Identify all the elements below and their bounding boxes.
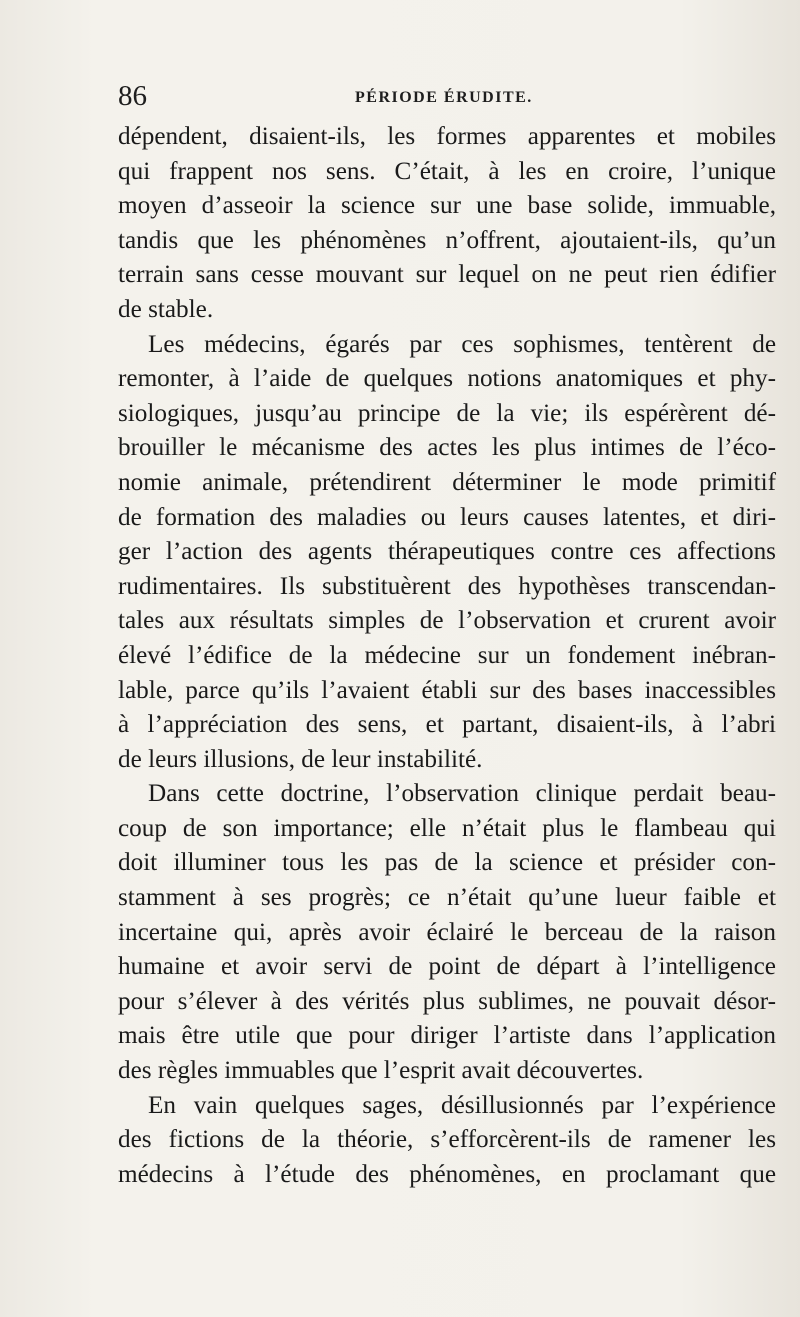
text-line: coup de son importance; elle n’était plus le flambeau qui [118, 814, 776, 842]
text-line: médecins à l’étude des phénomènes, en proclamant que [118, 1160, 776, 1188]
paragraph-3 [118, 777, 776, 1088]
text-line: à l’appréciation des sens, et partant, disaient-ils, à l’abri [118, 711, 776, 739]
text-line: remonter, à l’aide de quelques notions anatomiques et phy- [118, 365, 776, 393]
text-line: lable, parce qu’ils l’avaient établi sur des bases inaccessibles [118, 676, 776, 704]
text-line: rudimentaires. Ils substituèrent des hypothèses transcendan- [118, 572, 776, 600]
text-line: Les médecins, égarés par ces sophismes, tentèrent de [148, 330, 776, 358]
text-line: de leurs illusions, de leur instabilité. [118, 745, 483, 773]
text-line: moyen d’asseoir la science sur une base solide, immuable, [118, 192, 776, 220]
body-text [118, 120, 776, 1192]
text-line: élevé l’édifice de la médecine sur un fondement inébran- [118, 641, 776, 669]
text-line: doit illuminer tous les pas de la science et présider con- [118, 849, 776, 877]
text-line: tales aux résultats simples de l’observation et crurent avoir [118, 607, 776, 635]
text-line: de stable. [118, 295, 214, 323]
text-line: humaine et avoir servi de point de départ à l’intelligence [118, 953, 776, 981]
running-head: PÉRIODE ÉRUDITE. [355, 89, 533, 106]
text-line: de formation des maladies ou leurs causes latentes, et diri- [118, 503, 776, 531]
text-line: dépendent, disaient-ils, les formes apparentes et mobiles [118, 123, 776, 150]
text-line: ger l’action des agents thérapeutiques contre ces affections [118, 538, 776, 566]
text-line: qui frappent nos sens. C’était, à les en croire, l’unique [118, 157, 776, 185]
text-line: nomie animale, prétendirent déterminer le mode primitif [118, 468, 776, 496]
text-line: des règles immuables que l’esprit avait découvertes. [118, 1057, 644, 1085]
text-line: pour s’élever à des vérités plus sublimes, ne pouvait désor- [118, 987, 776, 1015]
page-number: 86 [118, 80, 147, 112]
text-line: tandis que les phénomènes n’offrent, ajoutaient-ils, qu’un [118, 226, 776, 254]
text-line: incertaine qui, après avoir éclairé le berceau de la raison [118, 918, 776, 946]
text-line: mais être utile que pour diriger l’artiste dans l’application [118, 1022, 776, 1050]
text-line: des fictions de la théorie, s’efforcèrent-ils de ramener les [118, 1126, 776, 1154]
text-line: En vain quelques sages, désillusionnés par l’expérience [148, 1091, 776, 1119]
text-line: terrain sans cesse mouvant sur lequel on ne peut rien édifier [118, 261, 776, 289]
text-line: stamment à ses progrès; ce n’était qu’une lueur faible et [118, 884, 776, 912]
page-header [118, 78, 778, 118]
text-line: brouiller le mécanisme des actes les plus intimes de l’éco- [118, 434, 776, 462]
paragraph-4 [118, 1089, 776, 1193]
text-line: siologiques, jusqu’au principe de la vie; ils espérèrent dé- [118, 399, 776, 427]
text-line: Dans cette doctrine, l’observation clinique perdait beau- [148, 780, 776, 808]
paragraph-1 [118, 120, 776, 328]
paragraph-2 [118, 328, 776, 778]
